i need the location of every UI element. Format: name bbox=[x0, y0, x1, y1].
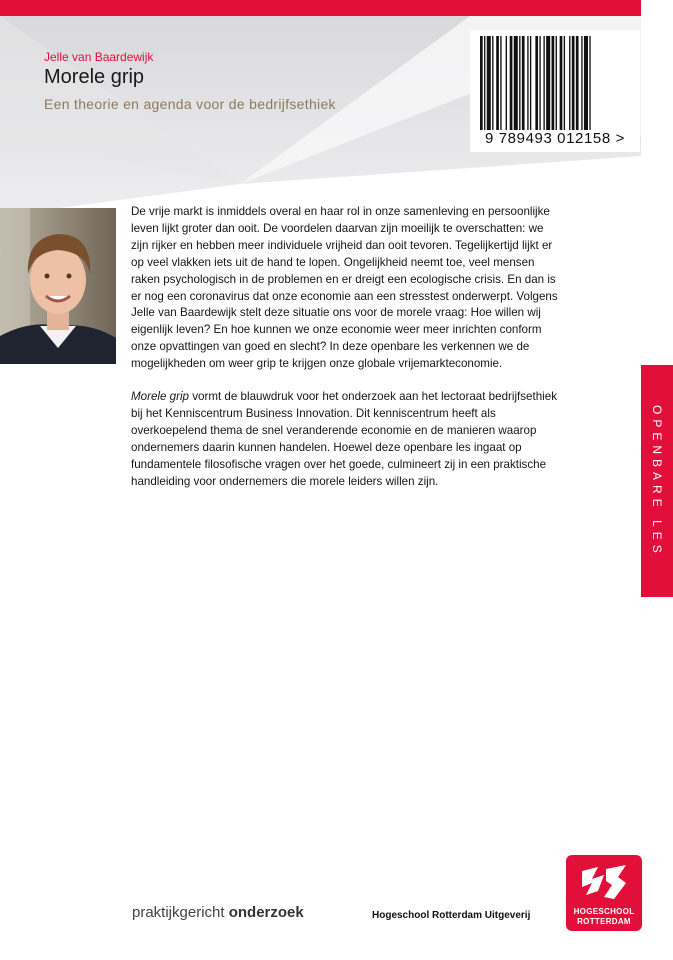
author-name: Jelle van Baardewijk bbox=[44, 50, 154, 64]
series-prefix: praktijkgericht bbox=[132, 904, 229, 921]
series-name bbox=[132, 904, 304, 921]
blurb-paragraph-1: De vrije markt is inmiddels overal en haar rol in onze samenleving en persoonlijke leven lijkt groter dan ooit. De voordelen daarvan zijn moeilijk te overschatten: we zijn rijker en hebben meer individuele vrijheid dan ooit tevoren. Tegelijkertijd lijkt er op veel vlakken iets uit de hand te lopen. Ongelijkheid neemt toe, veel mensen raken psychologisch in de problemen en er dreigt een ecologische crisis. En dan is er nog een coronavirus dat onze economie aan een stresstest onderwerpt. Volgens Jelle van Baardewijk stelt deze situatie ons voor de morele vraag: Hoe willen wij eigenlijk leven? En hoe kunnen we onze economie weer meer inrichten conform onze opvattingen van goed en slecht? In deze openbare les verkennen we de mogelijkheden om weer grip te krijgen onze globale vrijemarkteconomie. bbox=[131, 205, 558, 371]
back-cover-blurb bbox=[131, 204, 563, 507]
logo-line-2: ROTTERDAM bbox=[577, 917, 631, 926]
publisher-name: Hogeschool Rotterdam Uitgeverij bbox=[372, 910, 531, 921]
hogeschool-rotterdam-logo bbox=[566, 855, 642, 931]
book-subtitle: Een theorie en agenda voor de bedrijfsethiek bbox=[44, 96, 336, 112]
isbn-digits: 9 789493 012158 > bbox=[485, 130, 625, 147]
blurb-paragraph-2-text: vormt de blauwdruk voor het onderzoek aan het lectoraat bedrijfsethiek bij het Kenniscentrum Business Innovation. Dit kenniscentrum heeft als overkoepelend thema de snel veranderende economie en de manieren waarop ondernemers daarin kunnen handelen. Hoewel deze openbare les ingaat op fundamentele filosofische vragen over het goede, culmineert zij in een praktische handleiding voor ondernemers die morele leiders willen zijn. bbox=[131, 390, 557, 488]
series-bold: onderzoek bbox=[228, 904, 304, 921]
logo-line-1: HOGESCHOOL bbox=[573, 907, 635, 916]
blurb-paragraph-2-title: Morele grip bbox=[131, 390, 189, 404]
top-accent-bar bbox=[0, 0, 641, 16]
openbare-les-label: OPENBARE LES bbox=[650, 404, 664, 558]
isbn-barcode bbox=[470, 30, 640, 152]
book-title: Morele grip bbox=[44, 66, 145, 88]
logo-mark-icon bbox=[578, 861, 630, 905]
openbare-les-tab bbox=[641, 365, 673, 597]
author-photo bbox=[0, 208, 116, 364]
blurb-paragraph-2 bbox=[131, 389, 563, 490]
barcode-bars bbox=[480, 36, 630, 130]
